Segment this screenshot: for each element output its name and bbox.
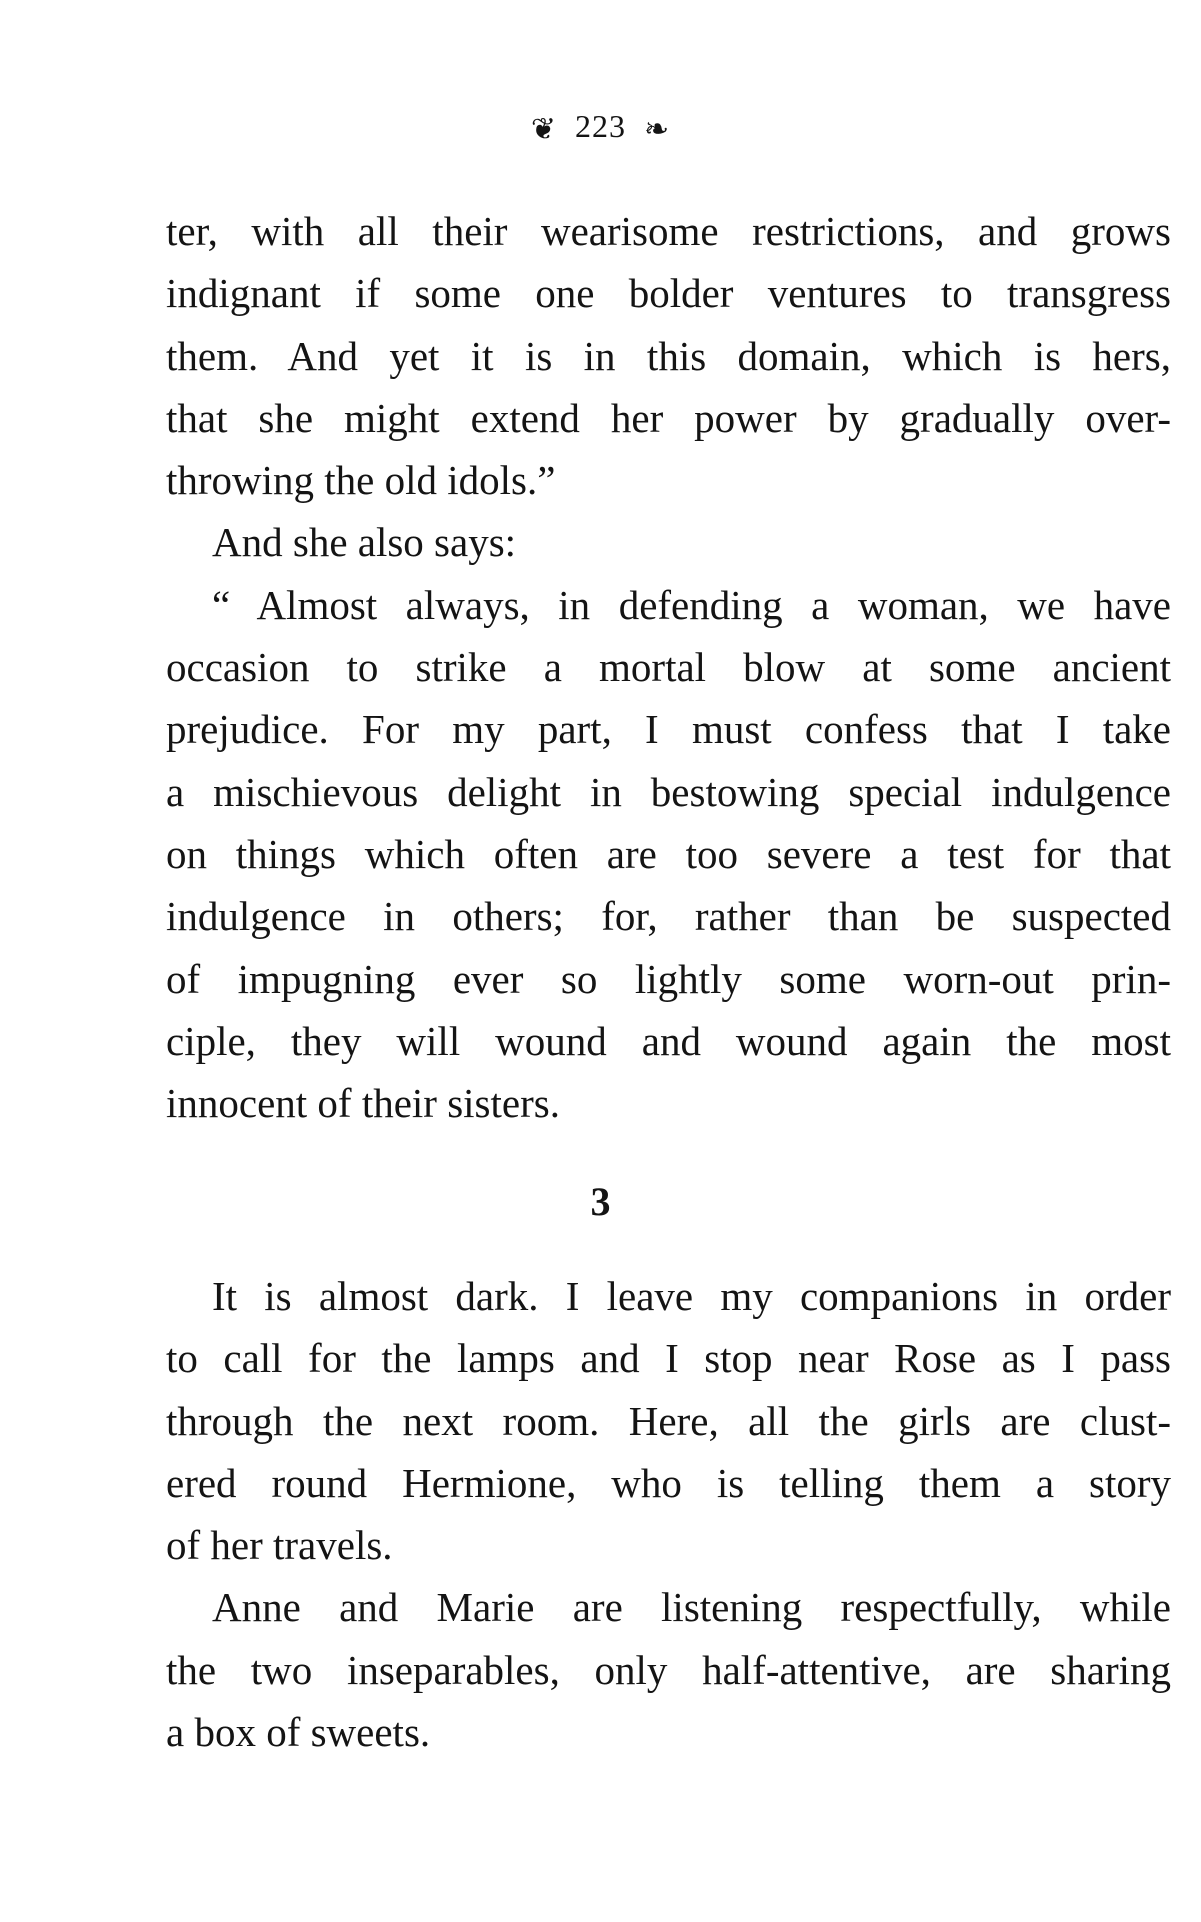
text-line: It is almost dark. I leave my companions in order [212, 1273, 1171, 1319]
text-line: throwing the old idols.” [166, 457, 556, 504]
text-line: innocent of their sisters. [166, 1080, 560, 1127]
text-line: a box of sweets. [166, 1709, 431, 1756]
text-line: the two inseparables, only half-attentive, are sharing [166, 1646, 1171, 1693]
text-line: indulgence in others; for, rather than be suspected [166, 893, 1171, 940]
ornament-right-icon: ❧ [644, 113, 671, 147]
text-line: Anne and Marie are listening respectfully, while [212, 1584, 1171, 1631]
text-line: ter, with all their wearisome restrictions, and grows [166, 208, 1171, 254]
page-number: 223 [575, 108, 626, 144]
text-line: them. And yet it is in this domain, which is hers, [166, 332, 1171, 379]
text-line: And she also says: [212, 519, 517, 566]
page-header [0, 108, 1201, 147]
text-line: of impugning ever so lightly some worn-out prin- [166, 955, 1171, 1002]
text-line: a mischievous delight in bestowing special indulgence [166, 768, 1171, 815]
section-number: 3 [590, 1179, 611, 1224]
text-line: prejudice. For my part, I must confess that I take [166, 706, 1171, 753]
text-line: ciple, they will wound and wound again the most [166, 1017, 1171, 1064]
text-line: of her travels. [166, 1522, 393, 1569]
body-text-block-2 [166, 1265, 1171, 1763]
text-line: indignant if some one bolder ventures to transgress [166, 270, 1171, 317]
text-line: ered round Hermione, who is telling them a story [166, 1459, 1171, 1506]
text-line: on things which often are too severe a test for that [166, 830, 1171, 877]
text-line: that she might extend her power by gradually over- [166, 394, 1171, 441]
text-line: to call for the lamps and I stop near Rose as I pass [166, 1335, 1171, 1382]
text-line: through the next room. Here, all the girls are clust- [166, 1397, 1171, 1444]
body-text-block-1 [166, 200, 1171, 1134]
ornament-left-icon: ❦ [530, 113, 557, 147]
text-line: occasion to strike a mortal blow at some ancient [166, 644, 1171, 691]
text-line: “ Almost always, in defending a woman, we have [212, 581, 1171, 628]
